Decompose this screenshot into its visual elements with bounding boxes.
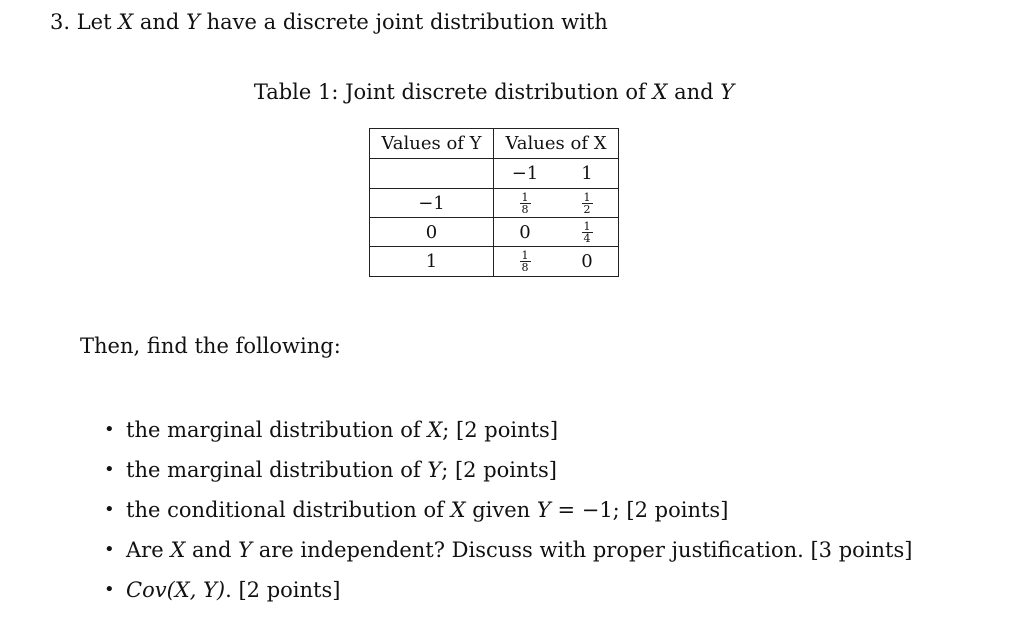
y-value: −1 xyxy=(370,189,494,217)
task-text: and xyxy=(191,538,232,562)
task-variable: X xyxy=(427,418,443,442)
task-list xyxy=(104,416,912,616)
numerator: 1 xyxy=(521,249,529,262)
fraction xyxy=(582,192,593,215)
caption-text: Table 1: Joint discrete distribution of xyxy=(253,80,646,104)
table-row xyxy=(370,247,618,276)
intro-text-post: have a discrete joint distribution with xyxy=(206,10,608,34)
task-points: = −1; [2 points] xyxy=(550,498,729,522)
task-text: the marginal distribution of xyxy=(126,458,421,482)
header-values-of-x: Values of X xyxy=(505,133,607,154)
then-find-text: Then, find the following: xyxy=(80,334,341,358)
task-covariance: Cov(X, Y) xyxy=(126,578,226,602)
task-points: ; [2 points] xyxy=(442,418,559,442)
probability-value xyxy=(556,221,618,244)
task-variable: X xyxy=(450,498,466,522)
list-item xyxy=(104,496,912,536)
task-text: the conditional distribution of xyxy=(126,498,444,522)
x-value-neg1: −1 xyxy=(511,163,539,184)
task-points: . [2 points] xyxy=(225,578,341,602)
fraction xyxy=(582,221,593,244)
list-item xyxy=(104,416,912,456)
denominator: 8 xyxy=(521,202,529,216)
probability-cell xyxy=(494,218,618,246)
probability-value: 0 xyxy=(519,221,531,243)
y-value: 1 xyxy=(370,247,494,276)
problem-statement xyxy=(50,8,608,36)
bullet: • xyxy=(104,419,115,440)
x-value-1: 1 xyxy=(581,163,593,184)
table-header-row xyxy=(370,129,618,159)
denominator: 8 xyxy=(521,261,529,274)
probability-value xyxy=(494,192,556,215)
caption-and: and xyxy=(674,80,714,104)
probability-value xyxy=(556,192,618,215)
list-item xyxy=(104,576,912,616)
caption-variable-x: X xyxy=(652,80,668,104)
table-x-values-row xyxy=(370,159,618,189)
fraction xyxy=(520,192,531,215)
table-row xyxy=(370,189,618,218)
list-item xyxy=(104,536,912,576)
numerator: 1 xyxy=(521,190,529,204)
numerator: 1 xyxy=(583,219,591,233)
task-text: given xyxy=(472,498,531,522)
denominator: 4 xyxy=(583,231,591,245)
intro-text-pre: Let xyxy=(76,10,112,34)
task-text: the marginal distribution of xyxy=(126,418,421,442)
task-variable: Y xyxy=(536,498,551,522)
task-variable: X xyxy=(170,538,186,562)
bullet: • xyxy=(104,539,115,560)
probability-cell xyxy=(494,189,618,217)
denominator: 2 xyxy=(583,202,591,216)
bullet: • xyxy=(104,459,115,480)
header-values-of-y: Values of Y xyxy=(370,129,494,158)
variable-x: X xyxy=(118,10,134,34)
probability-value: 0 xyxy=(581,251,593,272)
problem-number: 3. xyxy=(50,10,71,34)
task-points: are independent? Discuss with proper justification. [3 points] xyxy=(258,538,913,562)
empty-cell xyxy=(370,159,494,188)
joint-distribution-table xyxy=(369,128,619,277)
table-caption xyxy=(0,78,988,106)
bullet: • xyxy=(104,579,115,600)
fraction xyxy=(520,250,531,273)
task-variable: Y xyxy=(427,458,442,482)
task-text: Are xyxy=(126,538,164,562)
bullet: • xyxy=(104,499,115,520)
x-values-cell xyxy=(494,159,618,188)
probability-value xyxy=(494,250,556,273)
numerator: 1 xyxy=(583,190,591,204)
probability-cell xyxy=(494,247,618,276)
task-variable: Y xyxy=(238,538,253,562)
task-points: ; [2 points] xyxy=(441,458,557,482)
caption-variable-y: Y xyxy=(720,80,735,104)
intro-and: and xyxy=(139,10,180,34)
table-row xyxy=(370,218,618,247)
y-value: 0 xyxy=(370,218,494,246)
variable-y: Y xyxy=(186,10,200,34)
list-item xyxy=(104,456,912,496)
